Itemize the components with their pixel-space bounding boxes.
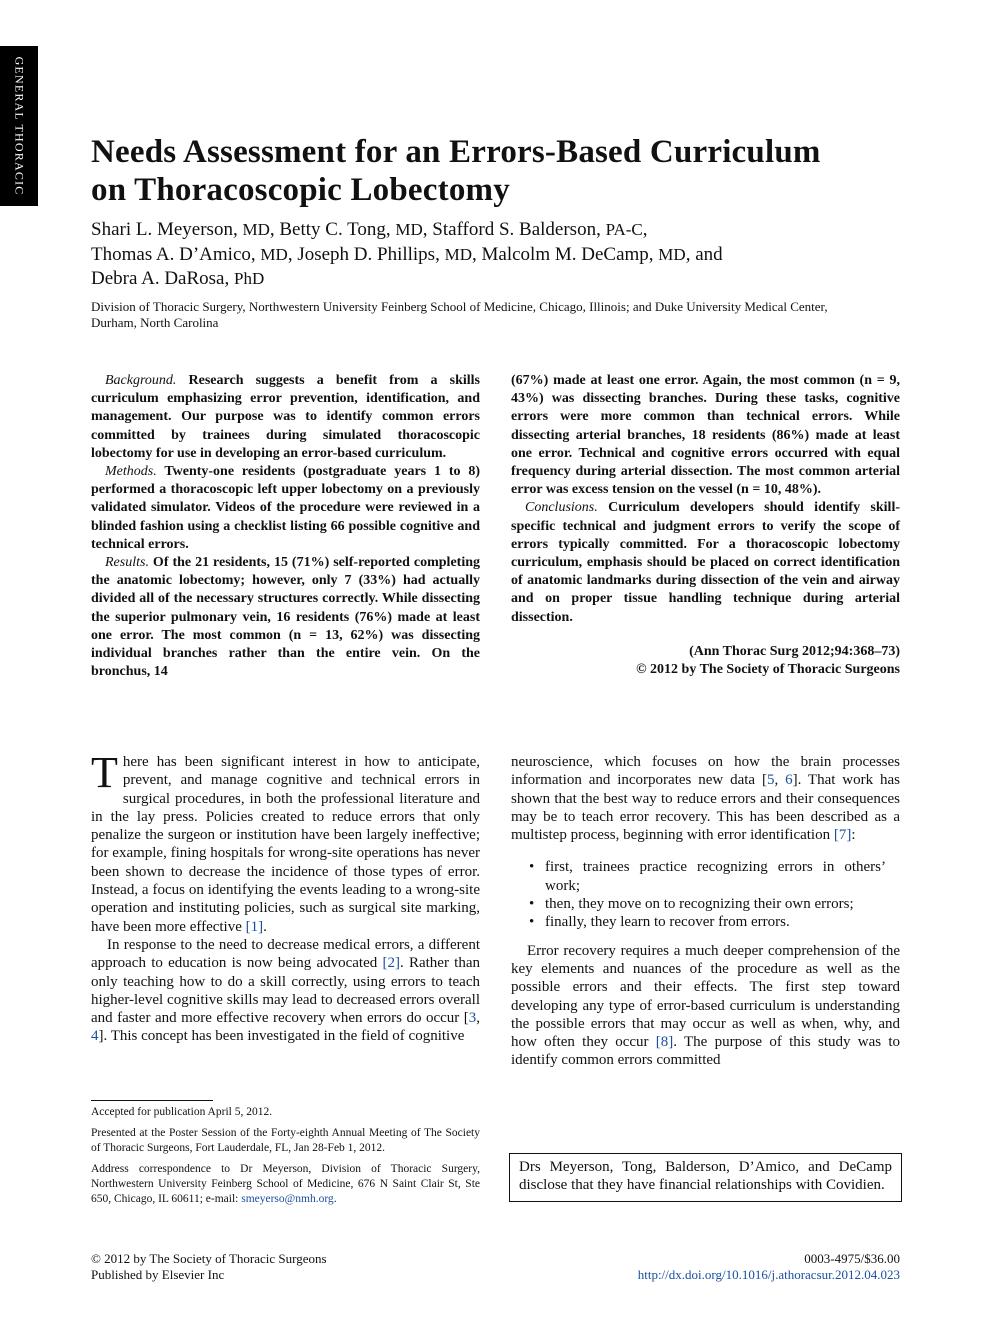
author-name: Thomas A. D’Amico, [91, 243, 261, 265]
disclosure-box: Drs Meyerson, Tong, Balderson, D’Amico, and DeCamp disclose that they have financial relationships with Covidien. [509, 1153, 902, 1202]
reference-link[interactable]: 6 [785, 772, 793, 789]
footer-left [91, 1251, 327, 1282]
footnotes [91, 1105, 480, 1213]
author-name: Shari L. Meyerson, [91, 219, 243, 240]
list-item: • first, trainees practice recognizing errors in others’ work; [527, 858, 886, 895]
abstract-copyright: © 2012 by The Society of Thoracic Surgeons [636, 662, 900, 678]
address-text: Address correspondence to Dr Meyerson, Division of Thoracic Surgery, Northwestern University Feinberg School of Medicine, 676 N Saint Clair St, Ste 650, Chicago, IL 60611; e-mail: [91, 1163, 480, 1205]
doi-link[interactable]: http://dx.doi.org/10.1016/j.athoracsur.2012.04.023 [637, 1266, 900, 1282]
author-sep: , and [685, 243, 723, 265]
author-sep: , [642, 219, 648, 240]
body-paragraph: In response to the need to decrease medical errors, a different approach to education is now being advocated [2]. Rather than only teaching how to do a skill correctly, using errors to teach higher-level cognitive skills may lead to decreased errors overall and faster and more effective recovery when errors do occur [3, 4]. This concept has been investigated in the field of cognitive [91, 936, 481, 1045]
abstract-conclusions [511, 499, 900, 626]
author-name: Betty C. Tong, [279, 219, 396, 240]
paragraph-text: Error recovery requires a much deeper comprehension of the key elements and nuances of the procedure as well as the possible errors and their effects. The first step toward developing any type of error-based curriculum is understanding the possible errors that may occur as well as when, why, and how often they occur [511, 942, 900, 1051]
author-sep: , [269, 219, 280, 240]
paragraph-text: In response to the need to decrease medical errors, a different approach to education is now being advocated [91, 936, 480, 972]
author-sep: , [422, 219, 433, 240]
footnote-divider [91, 1100, 213, 1101]
author-degree: MD [658, 244, 686, 264]
title-line-1: Needs Assessment for an Errors-Based Curriculum [91, 134, 821, 170]
citation-text: (Ann Thorac Surg 2012;94:368–73) [689, 643, 900, 659]
abstract-results-cont: (67%) made at least one error. Again, the most common (n = 9, 43%) was dissecting branches. During these tasks, cognitive errors were more common than technical errors. While dissecting arterial branches, 18 residents (86%) made at least one error. Technical and cognitive errors occurred with equal frequency during arterial dissection. The most common arterial error was excess tension on the vessel (n = 10, 48%). [511, 373, 900, 498]
paragraph-text: . That work has shown that the best way to reduce errors and their consequences may be to teach error recovery. This has been described as a multistep process, beginning with error identification [511, 772, 900, 844]
abstract-background [91, 372, 480, 463]
conclusions-text: Curriculum developers should identify skill-specific technical and judgment errors to verify the scope of errors typically committed. For a thoracoscopic lobectomy curriculum, emphasis should be placed on correct identification of anatomic landmarks during dissection of the vein and airway and on proper tissue handling technique during arterial dissection. [511, 500, 900, 625]
paragraph-text: neuroscience, which focuses on how the brain processes information and incorporates new data [511, 754, 900, 789]
author-degree: MD [444, 244, 472, 264]
author-degree: MD [242, 220, 270, 239]
paragraph-text: . This concept has been investigated in the field of cognitive [103, 1028, 465, 1045]
section-tab-label: GENERAL THORACIC [12, 56, 27, 196]
background-label: Background. [105, 373, 177, 388]
paragraph-text: here has been significant interest in how to anticipate, prevent, and manage cognitive and technical errors in surgical procedures, in both the professional literature and in the lay press. Policies created to reduce errors that only penalize the surgeon or institution have been largely ineffective; for example, fining hospitals for wrong-site operations has never been shown to decrease the incidence of those types of error. Instead, a focus on identifying the events leading to a wrong-site operation and instituting policies, such as surgical site marking, have been more effective [91, 754, 480, 935]
body-paragraph [511, 942, 900, 1070]
list-item: • then, they move on to recognizing their own errors; [527, 895, 886, 913]
footer-copyright: © 2012 by The Society of Thoracic Surgeons [91, 1251, 327, 1266]
reference-link[interactable]: 5 [766, 772, 775, 789]
abstract-methods [91, 463, 480, 554]
body-right-column [511, 753, 900, 1070]
paragraph-text: . Rather than only teaching how to do a skill correctly, using errors to teach higher-level cognitive skills may lead to decreased errors overall and faster and more effective recovery when errors do occur [91, 955, 481, 1027]
author-line [91, 267, 911, 292]
reference-link[interactable]: 4 [91, 1028, 99, 1045]
author-name: Stafford S. Balderson, [432, 219, 606, 240]
footnote-presented: Presented at the Poster Session of the Forty-eighth Annual Meeting of The Society of Thoracic Surgeons, Fort Lauderdale, FL, Jan 28-Feb 1, 2012. [91, 1127, 480, 1154]
footnote-accepted: Accepted for publication April 5, 2012. [91, 1106, 273, 1118]
results-text: Of the 21 residents, 15 (71%) self-reported completing the anatomic lobectomy; however, only 7 (33%) had actually divided all of the necessary structures correctly. While dissecting the superior pulmonary vein, 16 residents (76%) made at least one error. The most common (n = 13, 62%) was dissecting individual branches rather than the entire vein. On the bronchus, 14 [91, 555, 480, 680]
affiliation: Division of Thoracic Surgery, Northwestern University Feinberg School of Medicine, Chicago, Illinois; and Duke University Medical Center, Durham, North Carolina [91, 299, 828, 330]
methods-text: Twenty-one residents (postgraduate years 1 to 8) performed a thoracoscopic left upper lobectomy on a previously validated simulator. Videos of the procedure were reviewed in a blinded fashion using a checklist listing 66 possible cognitive and technical errors. [91, 464, 480, 552]
abstract-right-column [511, 372, 900, 679]
reference-link[interactable]: [1] [245, 918, 264, 935]
author-degree: MD [395, 220, 423, 239]
section-tab [0, 46, 38, 206]
journal-citation [511, 643, 900, 679]
reference-link[interactable]: [2] [382, 955, 400, 972]
author-degree: MD [260, 244, 288, 264]
author-degree: PA-C [605, 220, 643, 239]
article-title [91, 133, 931, 209]
author-name: Malcolm M. DeCamp, [481, 243, 659, 265]
author-sep: , [472, 243, 482, 265]
author-list [91, 218, 911, 292]
reference-link[interactable]: [8] [655, 1034, 674, 1051]
list-item: • finally, they learn to recover from errors. [527, 913, 886, 931]
author-line [91, 243, 911, 268]
author-name: Debra A. DaRosa, [91, 268, 234, 289]
footer-issn-price: 0003-4975/$36.00 [804, 1251, 900, 1266]
author-line [91, 218, 911, 243]
body-paragraph: neuroscience, which focuses on how the brain processes information and incorporates new data [5, 6]. That work has shown that the best way to reduce errors and their consequences may be to teach error recovery. This has been described as a multistep process, beginning with error identification [7]: [511, 754, 900, 844]
reference-link[interactable]: [7] [833, 827, 852, 844]
author-sep: , [287, 243, 298, 265]
background-text: Research suggests a benefit from a skills curriculum emphasizing error prevention, identification, and management. Our purpose was to identify common errors committed by trainees during simulated thoracoscopic lobectomy for use in developing an error-based curriculum. [91, 373, 480, 461]
abstract-left-column [91, 372, 480, 681]
conclusions-label: Conclusions. [525, 500, 598, 516]
body-paragraph: There has been significant interest in how to anticipate, prevent, and manage cognitive and technical errors in surgical procedures, in both the professional literature and in the lay press. Policies created to reduce errors that only penalize the surgeon or institution have been largely ineffective; for example, fining hospitals for wrong-site operations has never been shown to decrease the incidence of those types of error. Instead, a focus on identifying the events leading to a wrong-site operation and instituting policies, such as surgical site marking, have been more effective [1]. [91, 748, 480, 935]
body-left-column [91, 748, 481, 1046]
footer-right [560, 1251, 900, 1282]
author-name: Joseph D. Phillips, [297, 243, 445, 265]
abstract-results [91, 554, 480, 681]
author-degree: PhD [234, 269, 265, 288]
bullet-list [511, 858, 900, 931]
footer-publisher: Published by Elsevier Inc [91, 1266, 225, 1282]
methods-label: Methods. [105, 464, 157, 480]
footnote-address: Address correspondence to Dr Meyerson, Division of Thoracic Surgery, Northwestern University Feinberg School of Medicine, 676 N Saint Clair St, Ste 650, Chicago, IL 60611; e-mail: smeyerso@nmh.org. [91, 1163, 480, 1205]
email-link[interactable]: smeyerso@nmh.org [241, 1193, 334, 1205]
reference-link[interactable]: 3 [468, 1010, 477, 1027]
drop-cap: T [91, 748, 118, 797]
paragraph-text: . The purpose of this study was to identify common errors committed [511, 1034, 900, 1069]
results-label: Results. [105, 555, 149, 571]
title-line-2: on Thoracoscopic Lobectomy [91, 172, 510, 208]
